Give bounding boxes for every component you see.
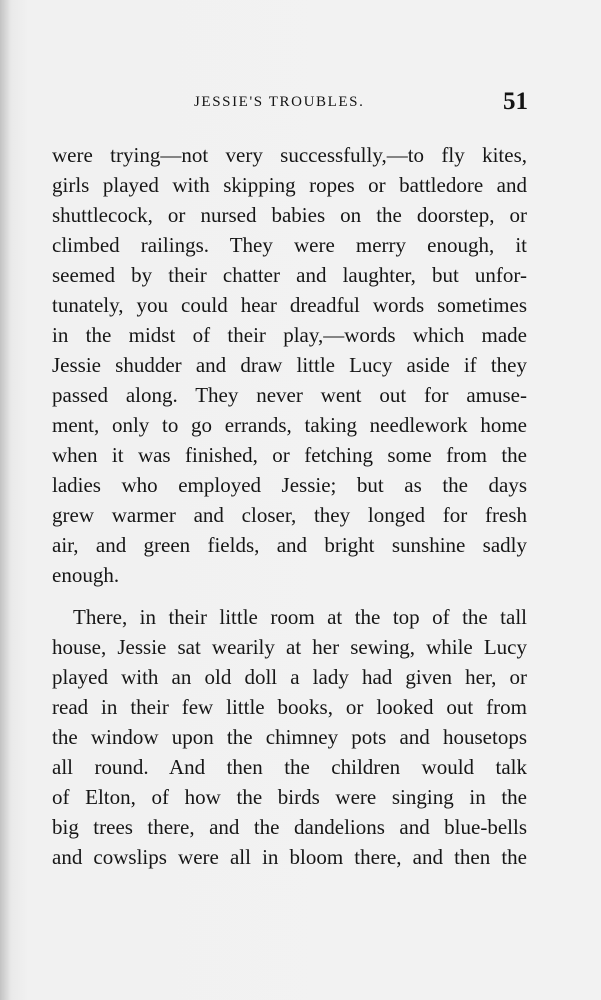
text-line: climbed railings. They were merry enough, it xyxy=(52,233,527,257)
page-number: 51 xyxy=(503,88,528,115)
text-line: ladies who employed Jessie; but as the days xyxy=(52,473,527,497)
text-line: tunately, you could hear dreadful words sometimes xyxy=(52,293,527,317)
text-line: ment, only to go errands, taking needlework home xyxy=(52,413,527,437)
text-line: There, in their little room at the top of the tall xyxy=(73,605,527,629)
text-line: Jessie shudder and draw little Lucy aside if they xyxy=(52,353,527,377)
page-gutter-shadow xyxy=(0,0,12,1000)
text-line: grew warmer and closer, they longed for fresh xyxy=(52,503,527,527)
text-line: shuttlecock, or nursed babies on the doorstep, or xyxy=(52,203,527,227)
text-line: and cowslips were all in bloom there, and then the xyxy=(52,845,527,869)
paragraph-1 xyxy=(52,140,527,590)
text-line: played with an old doll a lady had given her, or xyxy=(52,665,527,689)
text-line: all round. And then the children would talk xyxy=(52,755,527,779)
text-line: of Elton, of how the birds were singing in the xyxy=(52,785,527,809)
paragraph-2 xyxy=(52,602,527,872)
text-line: were trying—not very successfully,—to fly kites, xyxy=(52,143,527,167)
paragraph-gap xyxy=(52,590,527,602)
text-line: read in their few little books, or looked out from xyxy=(52,695,527,719)
running-title: JESSIE'S TROUBLES. xyxy=(194,94,365,110)
text-line: in the midst of their play,—words which made xyxy=(52,323,527,347)
text-line: enough. xyxy=(52,563,120,587)
text-line: air, and green fields, and bright sunshine sadly xyxy=(52,533,527,557)
text-line: when it was finished, or fetching some from the xyxy=(52,443,527,467)
text-line: big trees there, and the dandelions and blue-bells xyxy=(52,815,527,839)
running-head xyxy=(0,88,601,118)
text-line: passed along. They never went out for amuse- xyxy=(52,383,527,407)
text-line: seemed by their chatter and laughter, but unfor- xyxy=(52,263,527,287)
text-line: the window upon the chimney pots and housetops xyxy=(52,725,527,749)
text-line: house, Jessie sat wearily at her sewing, while Lucy xyxy=(52,635,527,659)
body-text xyxy=(52,140,527,872)
text-line: girls played with skipping ropes or battledore and xyxy=(52,173,527,197)
